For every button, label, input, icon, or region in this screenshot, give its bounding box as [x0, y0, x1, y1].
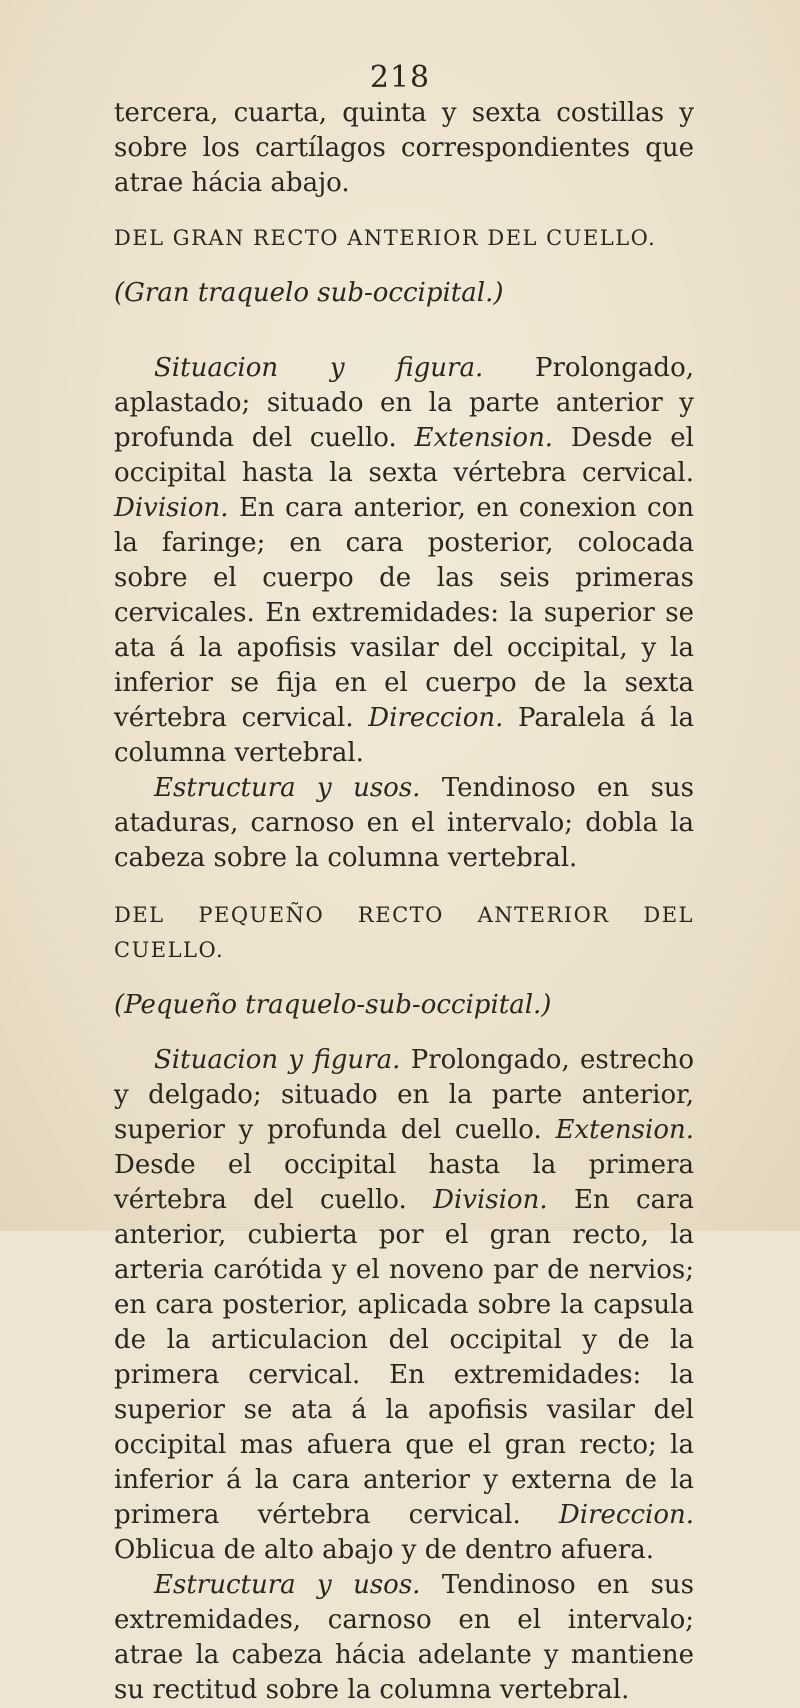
- section-heading-gran-recto: DEL GRAN RECTO ANTERIOR DEL CUELLO.: [114, 226, 657, 250]
- page-number: 218: [369, 60, 431, 95]
- section-subtitle-pequeno-recto: (Pequeño traquelo-sub-occipital.): [114, 990, 552, 1020]
- paragraph-situacion-pequeno-recto: Situacion y figura. Prolongado, estrecho y delgado; situado en la parte anterior, superior y profunda del cuello. Extension. Desde el occipital hasta la primera vértebra del cuello. Division. En cara anterior, cubierta por el gran recto, la arteria carótida y el noveno par de nervios; en cara posterior, aplicada sobre la capsula de la articulacion del occipital y de la primera cervical. En extremidades: la superior se ata á la apofisis vasilar del occipital mas afuera que el gran recto; la inferior á la cara anterior y externa de la primera vértebra cervical. Direccion. Oblicua de alto abajo y de dentro afuera.: [114, 1045, 695, 1565]
- page-body: [114, 96, 694, 1708]
- section-heading-pequeno-recto: DEL PEQUEÑO RECTO ANTERIOR DEL CUELLO.: [114, 903, 694, 962]
- continuation-paragraph: tercera, cuarta, quinta y sexta costillas y sobre los cartílagos correspondientes que atrae hácia abajo.: [114, 98, 694, 198]
- section-subtitle-gran-recto: (Gran traquelo sub-occipital.): [114, 278, 504, 308]
- paragraph-situacion-gran-recto: Situacion y figura. Prolongado, aplastado; situado en la parte anterior y profunda del cuello. Extension. Desde el occipital hasta la sexta vértebra cervical. Division. En cara anterior, en conexion con la faringe; en cara posterior, colocada sobre el cuerpo de las seis primeras cervicales. En extremidades: la superior se ata á la apofisis vasilar del occipital, y la inferior se fija en el cuerpo de la sexta vértebra cervical. Direccion. Paralela á la columna vertebral.: [114, 353, 694, 768]
- paragraph-estructura-pequeno-recto: Estructura y usos. Tendinoso en sus extremidades, carnoso en el intervalo; atrae la cabeza hácia adelante y mantiene su rectitud sobre la columna vertebral.: [114, 1570, 694, 1705]
- paragraph-estructura-gran-recto: Estructura y usos. Tendinoso en sus ataduras, carnoso en el intervalo; dobla la cabeza sobre la columna vertebral.: [114, 773, 694, 873]
